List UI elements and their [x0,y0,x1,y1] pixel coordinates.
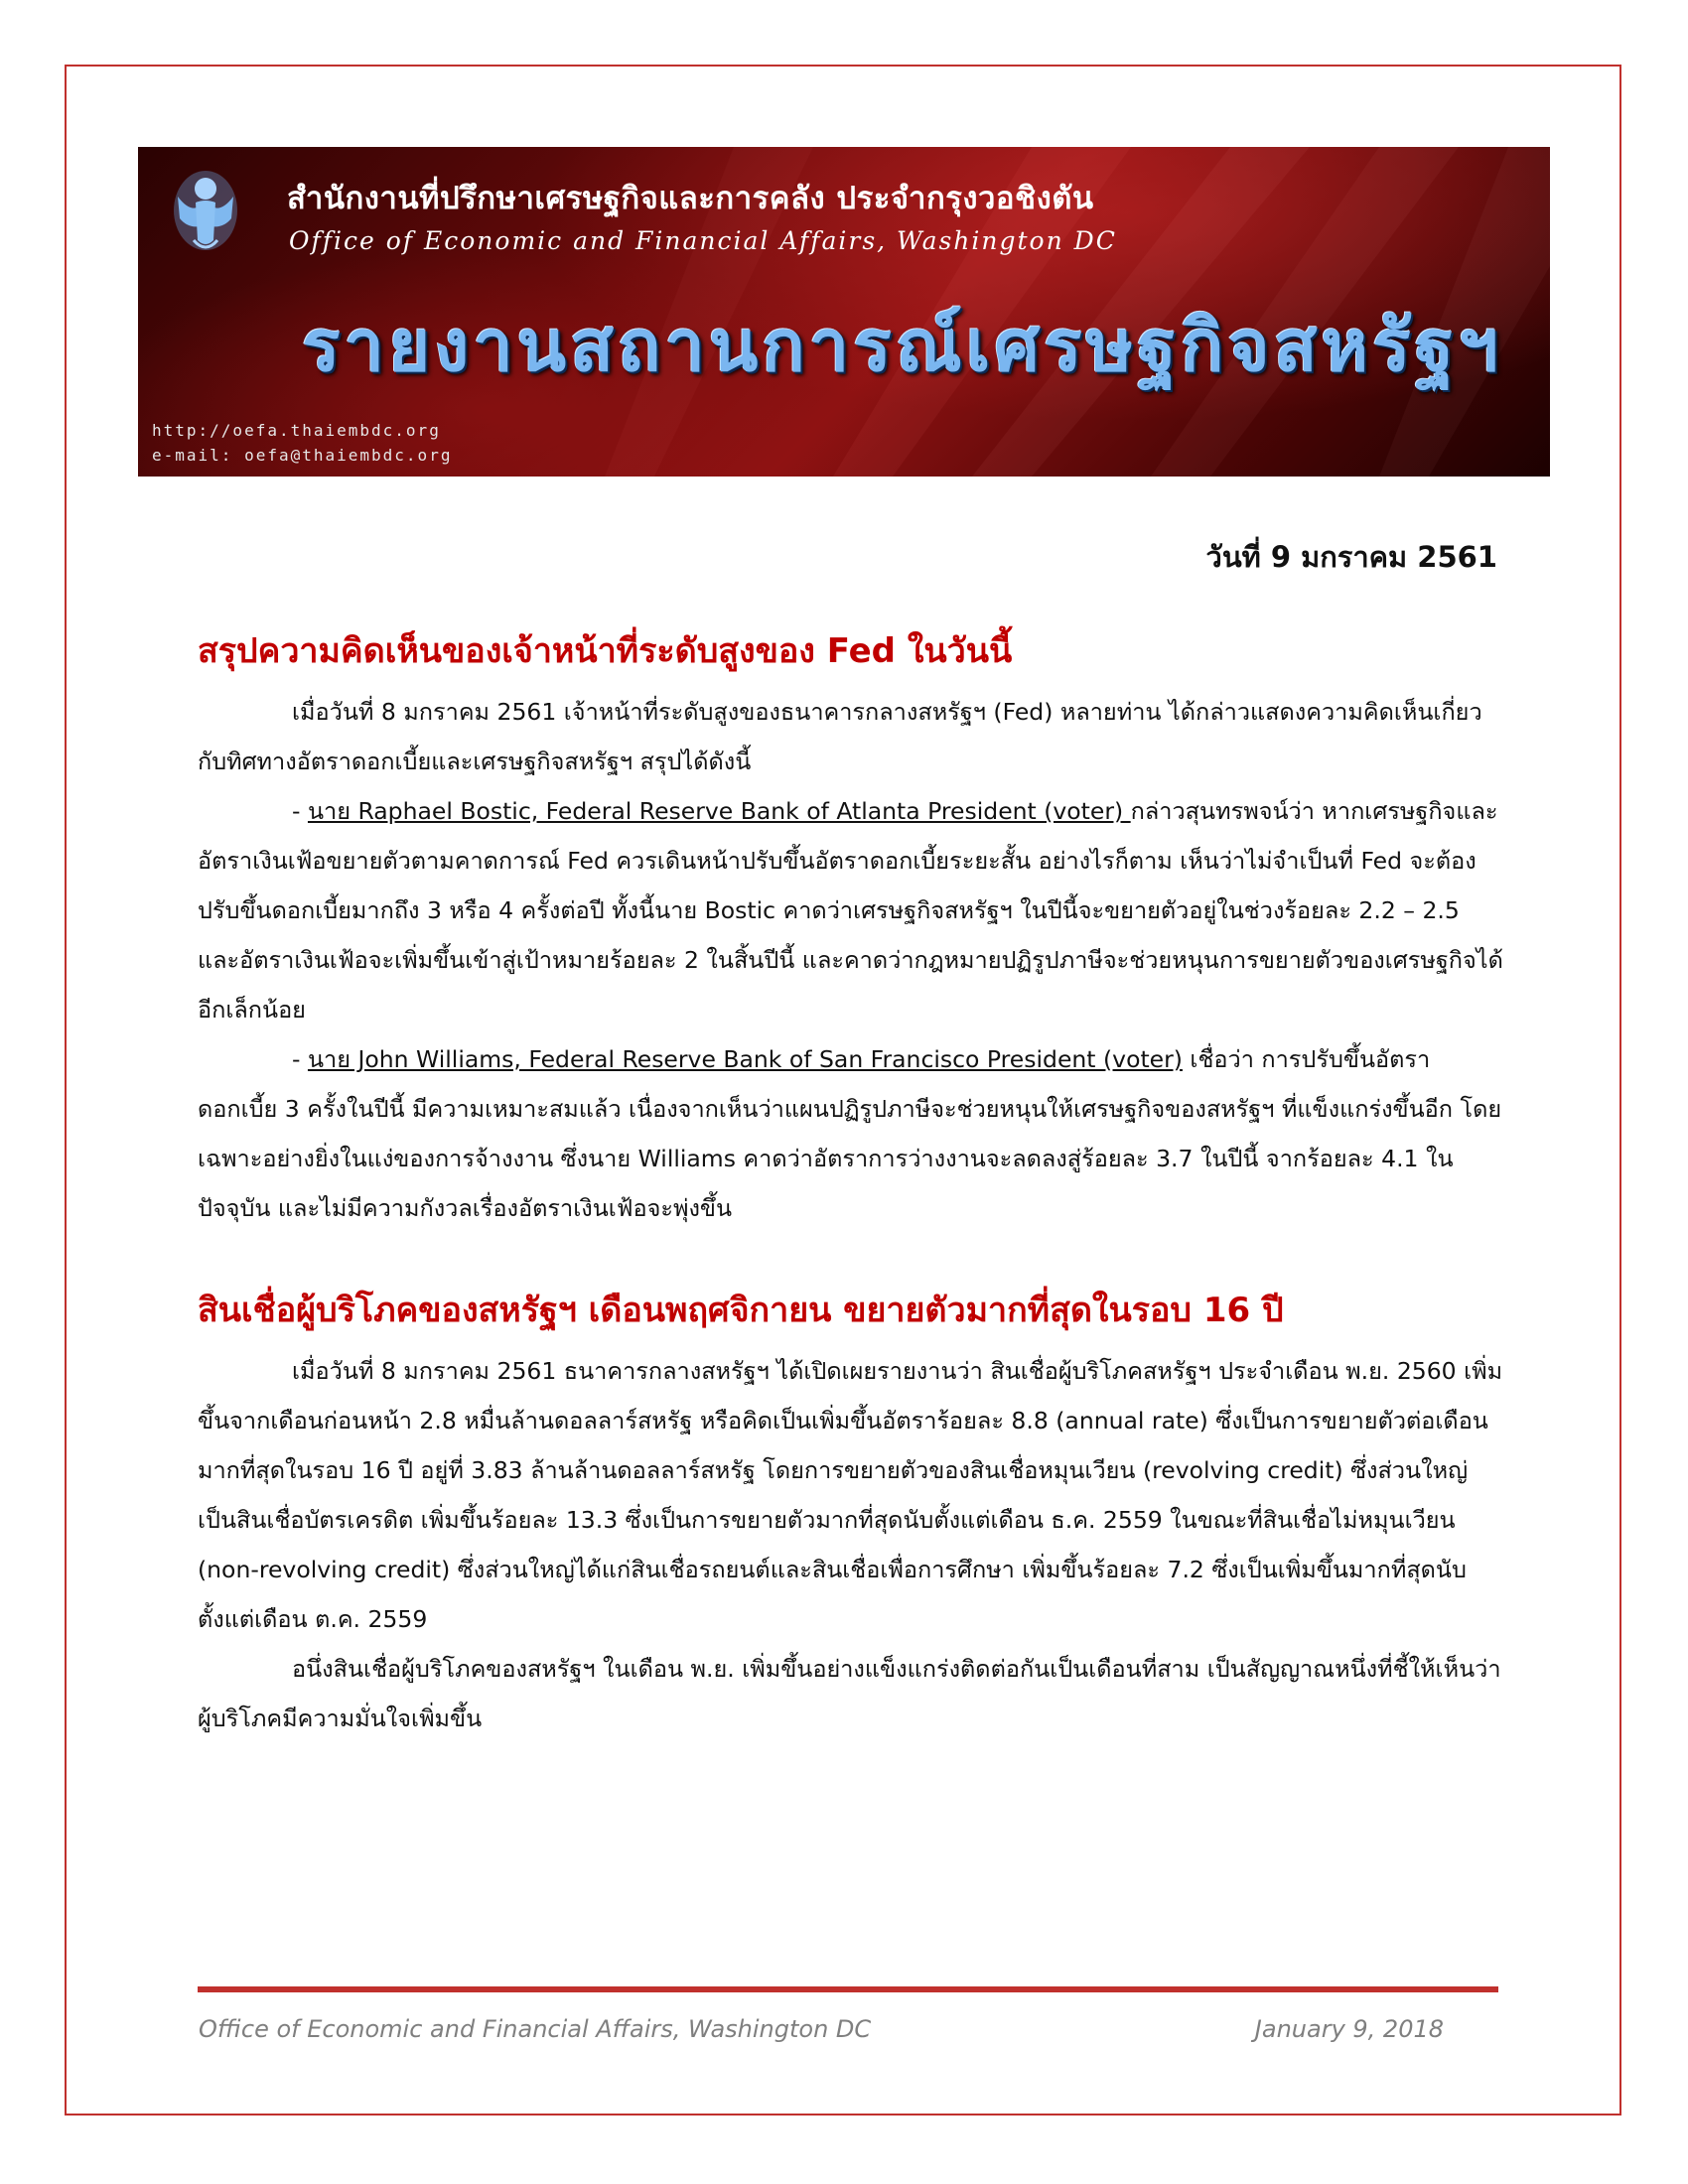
section-fed-comments [198,623,1503,1233]
item-prefix: - [292,797,308,825]
section-consumer-credit [198,1283,1503,1743]
website-url: http://oefa.thaiembdc.org [152,421,441,440]
speaker-comment: กล่าวสุนทรพจน์ว่า หากเศรษฐกิจและอัตราเงินเฟ้อขยายตัวตามคาดการณ์ Fed ควรเดินหน้าปรับขึ้นอัตราดอกเบี้ยระยะสั้น อย่างไรก็ตาม เห็นว่าไม่จำเป็นที่ Fed จะต้องปรับขึ้นดอกเบี้ยมากถึง 3 หรือ 4 ครั้งต่อปี ทั้งนี้นาย Bostic คาดว่าเศรษฐกิจสหรัฐฯ ในปีนี้จะขยายตัวอยู่ในช่วงร้อยละ 2.2 – 2.5 และอัตราเงินเฟ้อจะเพิ่มขึ้นเข้าสู่เป้าหมายร้อยละ 2 ในสิ้นปีนี้ และคาดว่ากฎหมายปฏิรูปภาษีจะช่วยหนุนการขยายตัวของเศรษฐกิจได้อีกเล็กน้อย [198,797,1503,1024]
footer-date: January 9, 2018 [1254,2015,1444,2043]
report-date: วันที่ 9 มกราคม 2561 [1205,540,1497,574]
speaker-comment: เชื่อว่า การปรับขึ้นอัตราดอกเบี้ย 3 ครั้งในปีนี้ มีความเหมาะสมแล้ว เนื่องจากเห็นว่าแผนปฏิรูปภาษีจะช่วยหนุนให้เศรษฐกิจของสหรัฐฯ ที่แข็งแกร่งขึ้นอีก โดยเฉพาะอย่างยิ่งในแง่ของการจ้างงาน ซึ่งนาย Williams คาดว่าอัตราการว่างงานจะลดลงสู่ร้อยละ 3.7 ในปีนี้ จากร้อยละ 4.1 ในปัจจุบัน และไม่มีความกังวลเรื่องอัตราเงินเฟ้อจะพุ่งขึ้น [198,1045,1502,1222]
speaker-name: นาย Raphael Bostic, Federal Reserve Bank of Atlanta President (voter) [307,797,1131,825]
section-intro: เมื่อวันที่ 8 มกราคม 2561 เจ้าหน้าที่ระดับสูงของธนาคารกลางสหรัฐฯ (Fed) หลายท่าน ได้กล่าวแสดงความคิดเห็นเกี่ยวกับทิศทางอัตราดอกเบี้ยและเศรษฐกิจสหรัฐฯ สรุปได้ดังนี้ [198,698,1482,775]
speaker-item [198,786,1503,1034]
contact-email: e-mail: oefa@thaiembdc.org [152,446,453,465]
speaker-item [198,1034,1503,1233]
speaker-name: นาย John Williams, Federal Reserve Bank of San Francisco President (voter) [307,1045,1183,1073]
header-banner [138,147,1550,477]
body-paragraph: เมื่อวันที่ 8 มกราคม 2561 ธนาคารกลางสหรัฐฯ ได้เปิดเผยรายงานว่า สินเชื่อผู้บริโภคสหรัฐฯ ประจำเดือน พ.ย. 2560 เพิ่มขึ้นจากเดือนก่อนหน้า 2.8 หมื่นล้านดอลลาร์สหรัฐ หรือคิดเป็นเพิ่มขึ้นอัตราร้อยละ 8.8 (annual rate) ซึ่งเป็นการขยายตัวต่อเดือนมากที่สุดในรอบ 16 ปี อยู่ที่ 3.83 ล้านล้านดอลลาร์สหรัฐ โดยการขยายตัวของสินเชื่อหมุนเวียน (revolving credit) ซึ่งส่วนใหญ่เป็นสินเชื่อบัตรเครดิต เพิ่มขึ้นร้อยละ 13.3 ซึ่งเป็นการขยายตัวมากที่สุดนับตั้งแต่เดือน ธ.ค. 2559 ในขณะที่สินเชื่อไม่หมุนเวียน (non-revolving credit) ซึ่งส่วนใหญ่ได้แก่สินเชื่อรถยนต์และสินเชื่อเพื่อการศึกษา เพิ่มขึ้นร้อยละ 7.2 ซึ่งเป็นเพิ่มขึ้นมากที่สุดนับตั้งแต่เดือน ต.ค. 2559 [198,1357,1503,1633]
section-title: สินเชื่อผู้บริโภคของสหรัฐฯ เดือนพฤศจิกายน ขยายตัวมากที่สุดในรอบ 16 ปี [198,1291,1284,1330]
footer-organization: Office of Economic and Financial Affairs, Washington DC [199,2015,872,2043]
english-office-name: Office of Economic and Financial Affairs, Washington DC [289,226,1117,255]
footer-divider [198,1986,1498,1992]
body-paragraph: อนึ่งสินเชื่อผู้บริโภคของสหรัฐฯ ในเดือน พ.ย. เพิ่มขึ้นอย่างแข็งแกร่งติดต่อกันเป็นเดือนที่สาม เป็นสัญญาณหนึ่งที่ชี้ให้เห็นว่าผู้บริโภคมีความมั่นใจเพิ่มขึ้น [198,1655,1501,1732]
thai-office-name: สำนักงานที่ปรึกษาเศรษฐกิจและการคลัง ประจำกรุงวอชิงตัน [287,181,1094,216]
item-prefix: - [292,1045,308,1073]
garuda-emblem-icon [170,167,241,254]
section-title: สรุปความคิดเห็นของเจ้าหน้าที่ระดับสูงของ Fed ในวันนี้ [198,631,1013,671]
report-title: รายงานสถานการณ์เศรษฐกิจสหรัฐฯ [302,304,1502,387]
